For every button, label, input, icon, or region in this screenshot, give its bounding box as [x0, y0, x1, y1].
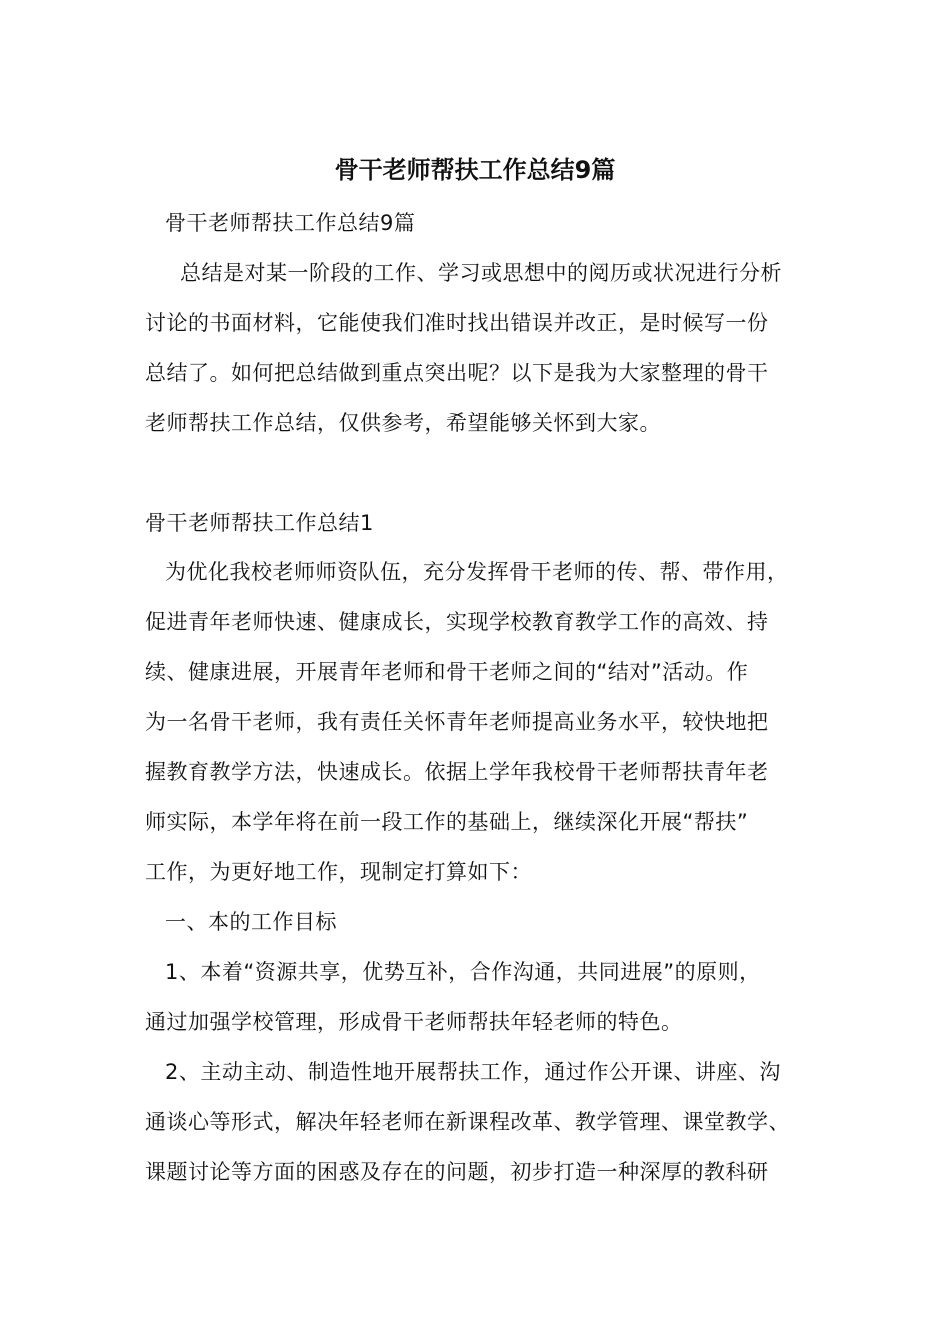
- body-line: 为一名骨干老师，我有责任关怀青年老师提高业务水平，较快地把: [145, 710, 769, 734]
- body-line: 一、本的工作目标: [165, 910, 337, 934]
- body-line: 2、主动主动、制造性地开展帮扶工作，通过作公开课、讲座、沟: [165, 1060, 781, 1084]
- body-line: 师实际，本学年将在前一段工作的基础上，继续深化开展“帮扶”: [145, 810, 749, 834]
- intro-line: 老师帮扶工作总结，仅供参考，希望能够关怀到大家。: [145, 411, 661, 435]
- body-line: 1、本着“资源共享，优势互补，合作沟通，共同进展”的原则，: [165, 960, 761, 984]
- body-line: 工作，为更好地工作，现制定打算如下：: [145, 860, 532, 884]
- body-line: 通谈心等形式，解决年轻老师在新课程改革、教学管理、课堂教学、: [145, 1110, 790, 1134]
- intro-line: 讨论的书面材料，它能使我们准时找出错误并改正，是时候写一份: [145, 311, 769, 335]
- body-line: 续、健康进展，开展青年老师和骨干老师之间的“结对”活动。作: [145, 660, 749, 684]
- body-line: 通过加强学校管理，形成骨干老师帮扶年轻老师的特色。: [145, 1010, 683, 1034]
- body-line: 握教育教学方法，快速成长。依据上学年我校骨干老师帮扶青年老: [145, 760, 769, 784]
- body-line: 为优化我校老师师资队伍，充分发挥骨干老师的传、帮、带作用，: [165, 560, 789, 584]
- body-line: 促进青年老师快速、健康成长，实现学校教育教学工作的高效、持: [145, 610, 769, 634]
- body-line: 课题讨论等方面的困惑及存在的问题，初步打造一种深厚的教科研: [145, 1160, 769, 1184]
- intro-line: 总结是对某一阶段的工作、学习或思想中的阅历或状况进行分析: [180, 261, 782, 285]
- intro-line: 总结了。如何把总结做到重点突出呢？以下是我为大家整理的骨干: [145, 361, 769, 385]
- section-heading: 骨干老师帮扶工作总结1: [145, 511, 374, 535]
- document-title: 骨干老师帮扶工作总结9篇: [334, 156, 616, 184]
- document-subtitle: 骨干老师帮扶工作总结9篇: [165, 211, 416, 235]
